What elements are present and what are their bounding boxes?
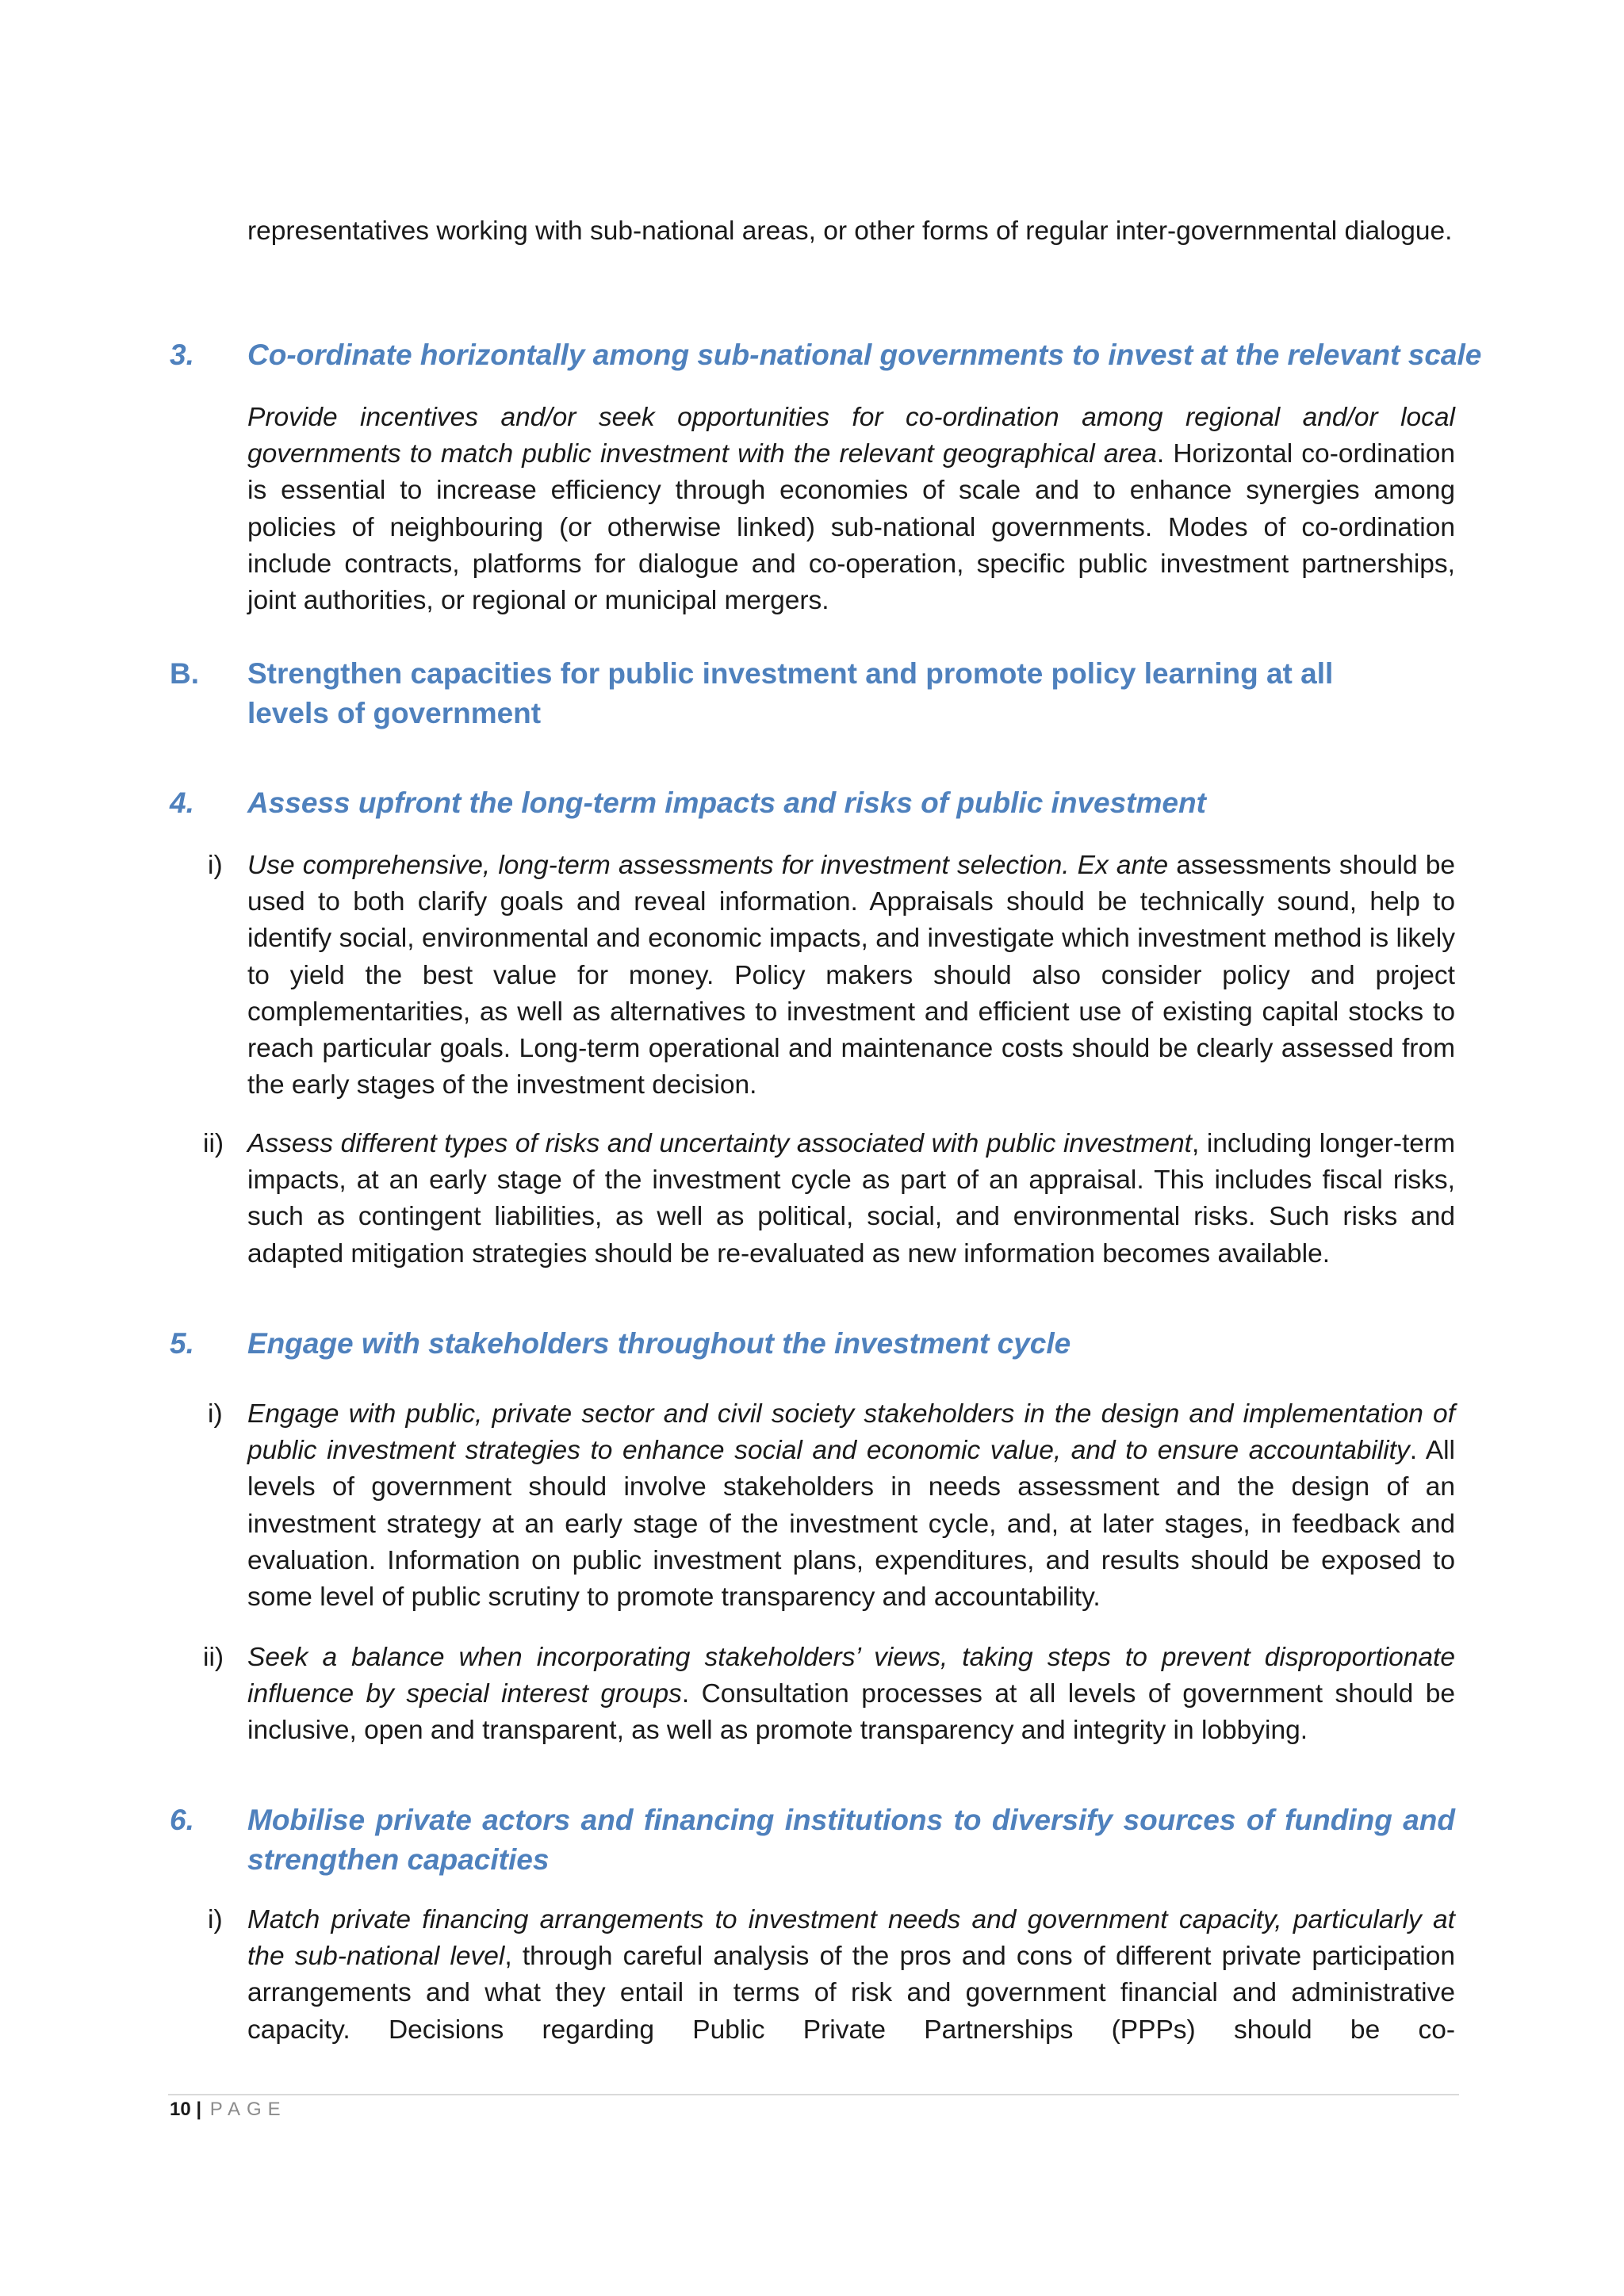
section-6-item-i	[247, 1902, 1455, 2049]
section-title	[247, 654, 1455, 733]
item-numeral: ii)	[203, 1129, 224, 1158]
section-title: Mobilise private actors and financing institutions to diversify sources of funding and strengthen capacities	[247, 1804, 1455, 1876]
page-number: 10	[170, 2099, 191, 2120]
item-numeral: i)	[208, 1905, 223, 1934]
paragraph-body: , including longer-term impacts, at an early stage of the investment cycle as part of an appraisal. This includes fiscal risks, such as contingent liabilities, as well as political, social, and environmental risks. Such risks and adapted mitigation strategies should be re-evaluated as new information becomes available.	[247, 1129, 1455, 1269]
section-5-item-ii	[247, 1640, 1455, 1750]
item-numeral: i)	[208, 1399, 223, 1429]
section-letter: B.	[170, 657, 199, 690]
title-line-1: Strengthen capacities for public investment and promote policy learning at all	[247, 657, 1334, 690]
paragraph-body: , through careful analysis of the pros and cons of different private participation arrangements and what they entail in terms of risk and government financial and administrative capacity. Decisions regarding Public Private Partnerships (PPPs) should be co-	[247, 1942, 1455, 2045]
item-numeral: i)	[208, 851, 223, 880]
paragraph-body: . Horizontal co-ordination is essential to increase efficiency through economies of scale and to enhance synergies among policies of neighbouring (or otherwise linked) sub-national governments. Modes of co-ordination include contracts, platforms for dialogue and co-operation, specific public investment partnerships, joint authorities, or regional or municipal mergers.	[247, 439, 1455, 616]
lead-phrase: Provide incentives and/or seek opportunities for co-ordination among regional and/or local governments to match public investment with the relevant geographical area	[247, 403, 1455, 469]
lead-phrase: Match private financing arrangements to investment needs and government capacity, particularly at the sub-national level	[247, 1905, 1455, 1972]
page-label: PAGE	[209, 2099, 287, 2120]
section-3-paragraph	[247, 400, 1455, 619]
footer-divider	[168, 2094, 1459, 2095]
paragraph-body: . All levels of government should involve stakeholders in needs assessment and the design of an investment strategy at an early stage of the investment cycle, and, at later stages, in feedback and evaluation. Information on public investment plans, expenditures, and results should be exposed to some level of public scrutiny to promote transparency and accountability.	[247, 1436, 1456, 1613]
paragraph-body: assessments should be used to both clarify goals and reveal information. Appraisals should be technically sound, help to identify social, environmental and economic impacts, and investigate which investment method is likely to yield the best value for money. Policy makers should also consider policy and project complementarities, as well as alternatives to investment and efficient use of existing capital stocks to reach particular goals. Long-term operational and maintenance costs should be clearly assessed from the early stages of the investment decision.	[247, 851, 1455, 1100]
section-number: 6.	[170, 1804, 194, 1836]
section-title: Engage with stakeholders throughout the investment cycle	[247, 1327, 1071, 1360]
lead-phrase: Use comprehensive, long-term assessments for investment selection. Ex ante	[247, 851, 1169, 880]
item-numeral: ii)	[203, 1643, 224, 1672]
lead-phrase: Engage with public, private sector and civil society stakeholders in the design and implementation of public investment strategies to enhance social and economic value, and to ensure accountability	[247, 1399, 1455, 1466]
section-title: Co-ordinate horizontally among sub-national governments to invest at the relevant scale	[247, 339, 1482, 371]
title-line-2: levels of government	[247, 697, 542, 729]
lead-phrase: Seek a balance when incorporating stakeholders’ views, taking steps to prevent disproportionate influence by special interest groups	[247, 1643, 1455, 1709]
lead-phrase: Assess different types of risks and uncertainty associated with public investment	[247, 1129, 1192, 1158]
intro-continuation: representatives working with sub-national areas, or other forms of regular inter-governmental dialogue.	[247, 216, 1453, 246]
section-number: 5.	[170, 1327, 194, 1360]
footer-separator: |	[196, 2099, 202, 2120]
section-number: 3.	[170, 339, 194, 371]
section-4-item-i	[247, 848, 1455, 1104]
section-4-item-ii	[247, 1126, 1455, 1272]
paragraph-body: . Consultation processes at all levels of government should be inclusive, open and transparent, as well as promote transparency and integrity in lobbying.	[247, 1679, 1455, 1746]
page-footer	[170, 2098, 287, 2122]
section-number: 4.	[170, 786, 194, 819]
section-title: Assess upfront the long-term impacts and risks of public investment	[247, 786, 1206, 819]
section-5-item-i	[247, 1396, 1455, 1616]
